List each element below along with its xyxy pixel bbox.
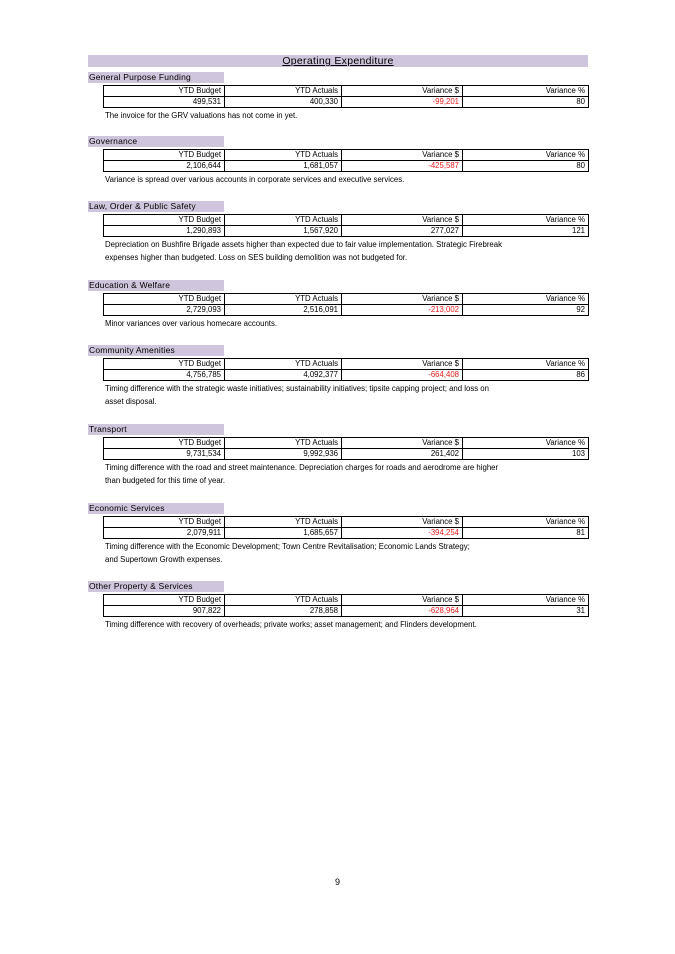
column-header: YTD Budget (104, 215, 225, 226)
table-row (104, 528, 589, 539)
cell-variance: -394,254 (342, 528, 463, 539)
table-row (104, 449, 589, 460)
cell-variance-pct: 92 (463, 305, 589, 316)
variance-comment (105, 461, 575, 487)
cell-actuals: 278,858 (225, 606, 342, 617)
figures-table (103, 358, 589, 381)
comment-line: Timing difference with the Economic Development; Town Centre Revitalisation; Economic Lands Strategy; (105, 542, 470, 551)
cell-variance: -628,964 (342, 606, 463, 617)
column-header: Variance % (463, 438, 589, 449)
section (88, 67, 588, 122)
section-heading: Other Property & Services (88, 581, 224, 592)
section-heading: Governance (88, 136, 224, 147)
column-header: Variance $ (342, 150, 463, 161)
report-title-bar (88, 55, 588, 67)
section-heading: Community Amenities (88, 345, 224, 356)
section-heading: General Purpose Funding (88, 72, 224, 83)
table-row (104, 161, 589, 172)
column-header: YTD Budget (104, 517, 225, 528)
column-header: YTD Actuals (225, 595, 342, 606)
column-header: Variance % (463, 359, 589, 370)
variance-comment (105, 618, 575, 631)
comment-line: Variance is spread over various accounts in corporate services and executive services. (105, 175, 405, 184)
column-header: Variance $ (342, 359, 463, 370)
cell-actuals: 400,330 (225, 97, 342, 108)
table-row (104, 305, 589, 316)
section (88, 196, 588, 264)
table-header-row (104, 215, 589, 226)
cell-budget: 907,822 (104, 606, 225, 617)
section (88, 419, 588, 487)
table-header-row (104, 438, 589, 449)
cell-actuals: 2,516,091 (225, 305, 342, 316)
comment-line: The invoice for the GRV valuations has not come in yet. (105, 111, 298, 120)
cell-budget: 4,756,785 (104, 370, 225, 381)
section-heading: Education & Welfare (88, 280, 224, 291)
figures-table (103, 85, 589, 108)
column-header: Variance % (463, 595, 589, 606)
cell-variance-pct: 121 (463, 226, 589, 237)
comment-line: Timing difference with the strategic waste initiatives; sustainability initiatives; tipsite capping project; and loss on (105, 384, 489, 393)
cell-variance-pct: 86 (463, 370, 589, 381)
comment-line: than budgeted for this time of year. (105, 476, 226, 485)
column-header: Variance $ (342, 86, 463, 97)
section-heading: Law, Order & Public Safety (88, 201, 224, 212)
cell-variance: -213,002 (342, 305, 463, 316)
cell-actuals: 4,092,377 (225, 370, 342, 381)
cell-actuals: 1,685,657 (225, 528, 342, 539)
cell-variance-pct: 103 (463, 449, 589, 460)
section-heading: Transport (88, 424, 224, 435)
table-row (104, 606, 589, 617)
column-header: YTD Budget (104, 595, 225, 606)
section (88, 498, 588, 566)
table-row (104, 226, 589, 237)
column-header: YTD Actuals (225, 438, 342, 449)
cell-variance: 277,027 (342, 226, 463, 237)
cell-actuals: 1,681,057 (225, 161, 342, 172)
table-header-row (104, 86, 589, 97)
column-header: Variance % (463, 517, 589, 528)
cell-budget: 499,531 (104, 97, 225, 108)
cell-budget: 9,731,534 (104, 449, 225, 460)
figures-table (103, 594, 589, 617)
figures-table (103, 437, 589, 460)
column-header: YTD Actuals (225, 517, 342, 528)
comment-line: Minor variances over various homecare accounts. (105, 319, 278, 328)
column-header: Variance $ (342, 294, 463, 305)
variance-comment (105, 540, 575, 566)
table-header-row (104, 595, 589, 606)
cell-budget: 1,290,893 (104, 226, 225, 237)
section (88, 275, 588, 330)
figures-table (103, 516, 589, 539)
column-header: Variance % (463, 294, 589, 305)
cell-variance-pct: 81 (463, 528, 589, 539)
column-header: YTD Budget (104, 86, 225, 97)
table-header-row (104, 150, 589, 161)
section (88, 131, 588, 186)
column-header: YTD Actuals (225, 215, 342, 226)
column-header: YTD Budget (104, 150, 225, 161)
cell-variance: 261,402 (342, 449, 463, 460)
cell-budget: 2,729,093 (104, 305, 225, 316)
column-header: YTD Budget (104, 438, 225, 449)
variance-comment (105, 109, 575, 122)
section (88, 340, 588, 408)
comment-line: Timing difference with the road and street maintenance. Depreciation charges for roads and aerodrome are higher (105, 463, 499, 472)
variance-comment (105, 317, 575, 330)
cell-budget: 2,106,644 (104, 161, 225, 172)
table-header-row (104, 294, 589, 305)
column-header: YTD Actuals (225, 294, 342, 305)
figures-table (103, 214, 589, 237)
comment-line: Depreciation on Bushfire Brigade assets higher than expected due to fair value implementation. Strategic Firebreak (105, 240, 502, 249)
section (88, 576, 588, 631)
cell-actuals: 1,567,920 (225, 226, 342, 237)
figures-table (103, 293, 589, 316)
cell-variance: -425,587 (342, 161, 463, 172)
column-header: Variance $ (342, 438, 463, 449)
column-header: Variance $ (342, 517, 463, 528)
report-title: Operating Expenditure (282, 55, 394, 67)
column-header: Variance % (463, 150, 589, 161)
column-header: Variance $ (342, 215, 463, 226)
comment-line: expenses higher than budgeted. Loss on SES building demolition was not budgeted for. (105, 253, 408, 262)
figures-table (103, 149, 589, 172)
column-header: YTD Budget (104, 294, 225, 305)
cell-variance: -99,201 (342, 97, 463, 108)
cell-variance-pct: 80 (463, 97, 589, 108)
comment-line: Timing difference with recovery of overheads; private works; asset management; and Flinders development. (105, 620, 477, 629)
table-header-row (104, 517, 589, 528)
cell-variance: -664,408 (342, 370, 463, 381)
table-row (104, 370, 589, 381)
section-heading: Economic Services (88, 503, 224, 514)
column-header: YTD Actuals (225, 86, 342, 97)
page-number: 9 (334, 877, 340, 887)
cell-variance-pct: 80 (463, 161, 589, 172)
table-row (104, 97, 589, 108)
variance-comment (105, 382, 575, 408)
variance-comment (105, 173, 575, 186)
variance-comment (105, 238, 575, 264)
column-header: YTD Budget (104, 359, 225, 370)
cell-variance-pct: 31 (463, 606, 589, 617)
column-header: YTD Actuals (225, 150, 342, 161)
table-header-row (104, 359, 589, 370)
cell-budget: 2,079,911 (104, 528, 225, 539)
comment-line: asset disposal. (105, 397, 157, 406)
column-header: Variance % (463, 215, 589, 226)
column-header: Variance % (463, 86, 589, 97)
comment-line: and Supertown Growth expenses. (105, 555, 223, 564)
column-header: YTD Actuals (225, 359, 342, 370)
column-header: Variance $ (342, 595, 463, 606)
cell-actuals: 9,992,936 (225, 449, 342, 460)
operating-expenditure-report (88, 55, 588, 629)
